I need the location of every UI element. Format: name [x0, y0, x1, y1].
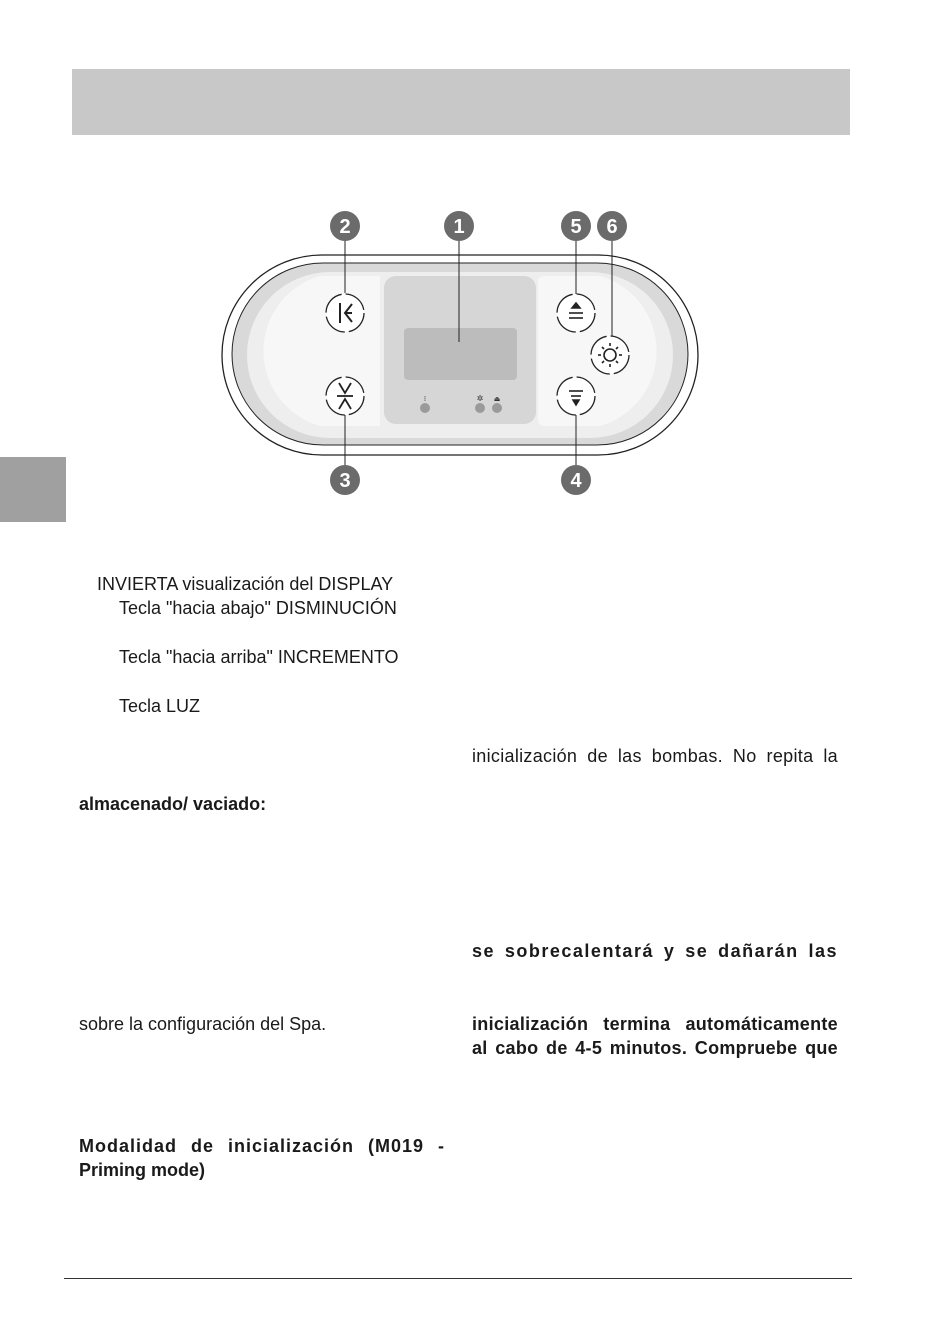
- led-light: [475, 403, 485, 413]
- callout-4: [561, 465, 591, 495]
- key-6-light[interactable]: [591, 336, 629, 374]
- svg-text:6: 6: [606, 216, 618, 238]
- key-3-up-down[interactable]: [326, 377, 364, 415]
- legend-light-key: Tecla LUZ: [119, 696, 201, 716]
- svg-text:5: 5: [570, 216, 582, 238]
- display-screen: [404, 328, 517, 380]
- callout-2: [330, 211, 360, 241]
- callout-3: [330, 465, 360, 495]
- svg-text:✲: ✲: [476, 394, 484, 403]
- svg-text:1: 1: [453, 216, 465, 238]
- legend-invert-display: INVIERTA visualización del DISPLAY: [97, 574, 394, 594]
- control-panel-diagram: [0, 0, 950, 560]
- right-text-pumps: inicialización de las bombas. No repita la: [472, 746, 838, 766]
- callout-5: [561, 211, 591, 241]
- key-2-invert-display[interactable]: [326, 294, 364, 332]
- legend-down-key: Tecla "hacia abajo" DISMINUCIÓN: [119, 598, 397, 618]
- para-spa-config: sobre la configuración del Spa.: [79, 1014, 327, 1034]
- svg-text:2: 2: [339, 216, 351, 238]
- callout-1: [444, 211, 474, 241]
- footer-rule: [64, 1278, 852, 1279]
- key-4-jets-down[interactable]: [557, 377, 595, 415]
- led-jets: [420, 403, 430, 413]
- right-text-overheat: se sobrecalentará y se dañarán las: [472, 941, 838, 961]
- right-text-check: al cabo de 4-5 minutos. Compruebe que: [472, 1038, 838, 1058]
- legend-up-key: Tecla "hacia arriba" INCREMENTO: [119, 647, 399, 667]
- heading-priming-mode-line1: Modalidad de inicialización (M019 -: [79, 1136, 445, 1156]
- right-text-init-ends: inicialización termina automáticamente: [472, 1014, 838, 1034]
- led-jets2: [492, 403, 502, 413]
- svg-text:⏏: ⏏: [493, 395, 501, 403]
- heading-priming-mode-line2: Priming mode): [79, 1160, 206, 1180]
- callout-6: [597, 211, 627, 241]
- key-5-jets[interactable]: [557, 294, 595, 332]
- svg-text:⁞: ⁞: [423, 395, 427, 403]
- svg-text:4: 4: [570, 470, 582, 492]
- heading-storage-drain: almacenado/ vaciado:: [79, 794, 267, 814]
- svg-text:3: 3: [339, 470, 351, 492]
